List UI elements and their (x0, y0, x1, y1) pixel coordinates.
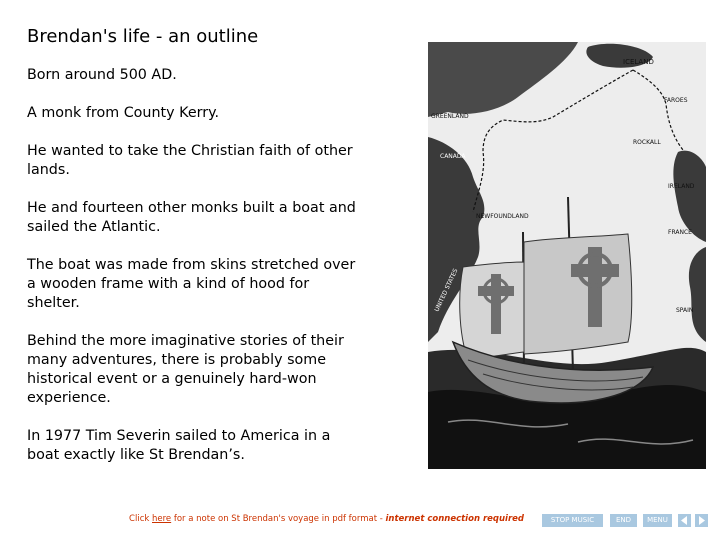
footer-note (0, 514, 524, 524)
triangle-left-icon (678, 514, 691, 527)
map-label-united-states: UNITED STATES (433, 267, 460, 313)
voyage-map-drawing (428, 42, 706, 469)
map-label-iceland: ICELAND (623, 58, 654, 66)
map-label-france: FRANCE (668, 229, 692, 236)
end-button[interactable]: END (610, 514, 637, 527)
paragraph-faith: He wanted to take the Christian faith of other lands. (27, 143, 353, 178)
slide-title: Brendan's life - an outline (27, 26, 259, 47)
footer-emphasis: internet connection required (385, 514, 524, 524)
map-label-greenland: GREENLAND (431, 113, 469, 120)
triangle-right-icon (695, 514, 708, 527)
previous-button[interactable] (678, 514, 691, 527)
paragraph-boat-made: The boat was made from skins stretched over a wooden frame with a kind of hood for shelter. (27, 257, 356, 311)
map-label-newfoundland: NEWFOUNDLAND (476, 213, 529, 220)
map-label-canada: CANADA (440, 153, 466, 160)
paragraph-boat-built: He and fourteen other monks built a boat and sailed the Atlantic. (27, 200, 356, 235)
map-label-ireland: IRELAND (668, 183, 695, 190)
stop-music-button[interactable]: STOP MUSIC (542, 514, 603, 527)
footer-prefix: Click (129, 514, 152, 524)
footer-middle: for a note on St Brendan's voyage in pdf format - (171, 514, 386, 524)
pdf-note-link[interactable]: here (152, 514, 172, 524)
menu-button[interactable]: MENU (643, 514, 672, 527)
paragraph-adventures: Behind the more imaginative stories of their many adventures, there is probably some historical event or a genuinely hard-won experience. (27, 333, 344, 406)
paragraph-born: Born around 500 AD. (27, 67, 177, 83)
map-label-spain: SPAIN (676, 307, 694, 314)
map-label-faroes: FAROES (664, 97, 688, 104)
outline-text (27, 66, 357, 484)
paragraph-monk: A monk from County Kerry. (27, 105, 220, 121)
next-button[interactable] (695, 514, 708, 527)
voyage-illustration (428, 42, 706, 469)
paragraph-severin: In 1977 Tim Severin sailed to America in a boat exactly like St Brendan’s. (27, 428, 331, 463)
map-label-rockall: ROCKALL (633, 139, 661, 146)
